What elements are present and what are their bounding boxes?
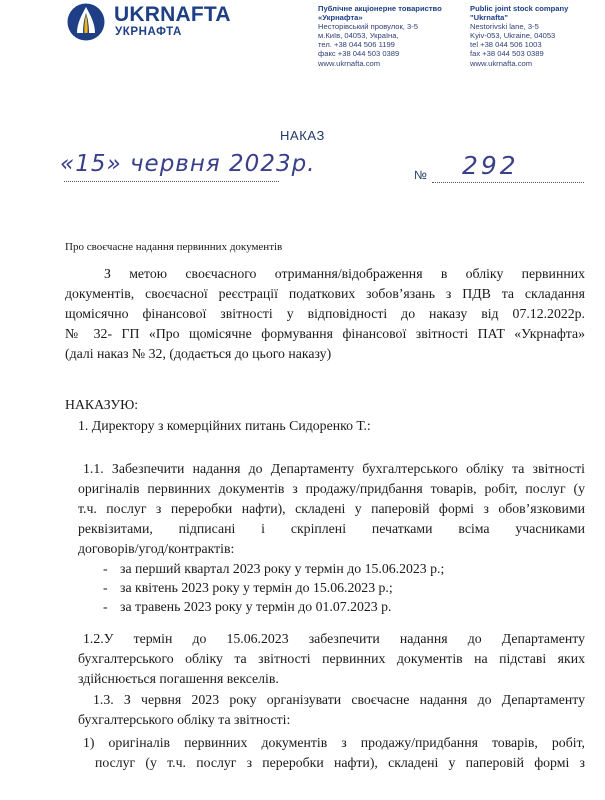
intro-line: щомісячно фінансової звітності у відповідності до наказу від 07.12.2022р. <box>65 306 585 321</box>
address-en-line: www.ukrnafta.com <box>470 58 533 68</box>
order-date-handwritten: «15» червня 2023р. <box>60 151 316 177</box>
deadline-item: за травень 2023 року у термін до 01.07.2023 р. <box>120 599 392 614</box>
bullet-dash: - <box>103 580 108 595</box>
address-en-block <box>470 4 600 68</box>
item-1-1-line: реквізитами, підписані і скріплені печатками всіма учасниками <box>78 521 585 536</box>
deadline-item: за квітень 2023 року у термін до 15.06.2023 р.; <box>120 580 393 595</box>
company-logo-icon <box>66 2 106 42</box>
address-ua-line: тел. +38 044 506 1199 <box>318 40 395 50</box>
deadline-item: за перший квартал 2023 року у термін до 15.06.2023 р.; <box>120 561 445 576</box>
address-en-line: "Ukrnafta" <box>470 13 509 23</box>
item-1-3-sub-line: послуг (у т.ч. послуг з переробки нафти), складені у паперовій формі з <box>95 755 585 770</box>
intro-line: документів, своєчасної реєстрації податкових зобов’язань з ПДВ та складання <box>65 286 585 301</box>
order-subject: Про своєчасне надання первинних документів <box>65 241 283 253</box>
address-en-line: tel +38 044 506 1003 <box>470 40 542 50</box>
orders-heading: НАКАЗУЮ: <box>65 397 139 412</box>
address-ua-line: м.Київ, 04053, Україна, <box>318 31 399 41</box>
address-en-line: fax +38 044 503 0389 <box>470 49 544 59</box>
item-1-1-line: договорів/угод/контрактів: <box>78 541 235 556</box>
company-name: UKRNAFTA <box>114 3 231 26</box>
address-ua-line: www.ukrnafta.com <box>318 58 381 68</box>
item-1-1-line: т.ч. послуг з переробки нафти), складені у паперовій формі з обов’язковими <box>78 501 585 516</box>
item-1-3-line: бухгалтерського обліку та звітності: <box>78 712 291 727</box>
order-title: НАКАЗ <box>279 128 325 143</box>
bullet-dash: - <box>103 561 108 576</box>
item-1-3-line: 1.3. З червня 2023 року організувати своєчасне надання до Департаменту <box>93 692 585 707</box>
item-1-2-line: 1.2.У термін до 15.06.2023 забезпечити надання до Департаменту <box>83 631 585 646</box>
address-ua-block <box>318 4 468 68</box>
address-en-line: Kyiv-053, Ukraine, 04053 <box>470 31 556 41</box>
address-ua-line: факс +38 044 503 0389 <box>318 49 400 59</box>
address-en-line: Nestorivski lane, 3-5 <box>470 22 539 32</box>
address-ua-line: «Укрнафта» <box>318 13 363 23</box>
company-name-ua: УКРНАФТА <box>115 26 182 38</box>
item-1: 1. Директору з комерційних питань Сидоренко Т.: <box>78 418 371 433</box>
item-1-1-line: 1.1. Забезпечити надання до Департаменту бухгалтерського обліку та звітності <box>83 461 585 476</box>
order-number-label: № <box>414 168 427 182</box>
item-1-3-sub-line: 1) оригіналів первинних документів з продажу/придбання товарів, робіт, <box>83 735 585 750</box>
intro-line: З метою своєчасного отримання/відображення в обліку первинних <box>104 266 585 281</box>
intro-line: № 32- ГП «Про щомісячне формування фінансової звітності ПАТ «Укрнафта» <box>65 326 585 341</box>
date-underline <box>64 181 279 182</box>
item-1-1-line: оригіналів первинних документів з продажу/придбання товарів, робіт, послуг (у <box>78 481 585 496</box>
address-en-line: Public joint stock company <box>470 4 569 13</box>
order-number-handwritten: 292 <box>462 151 519 180</box>
address-ua-line: Публічне акціонерне товариство <box>318 4 442 13</box>
intro-line: (далі наказ № 32, (додається до цього наказу) <box>65 346 332 361</box>
address-ua-line: Несторівський провулок, 3-5 <box>318 22 418 32</box>
item-1-2-line: бухгалтерського обліку та звітності первинних документів на підставі яких <box>78 651 585 666</box>
bullet-dash: - <box>103 599 108 614</box>
item-1-2-line: здійснюється погашення векселів. <box>78 671 279 686</box>
number-underline <box>432 182 584 183</box>
